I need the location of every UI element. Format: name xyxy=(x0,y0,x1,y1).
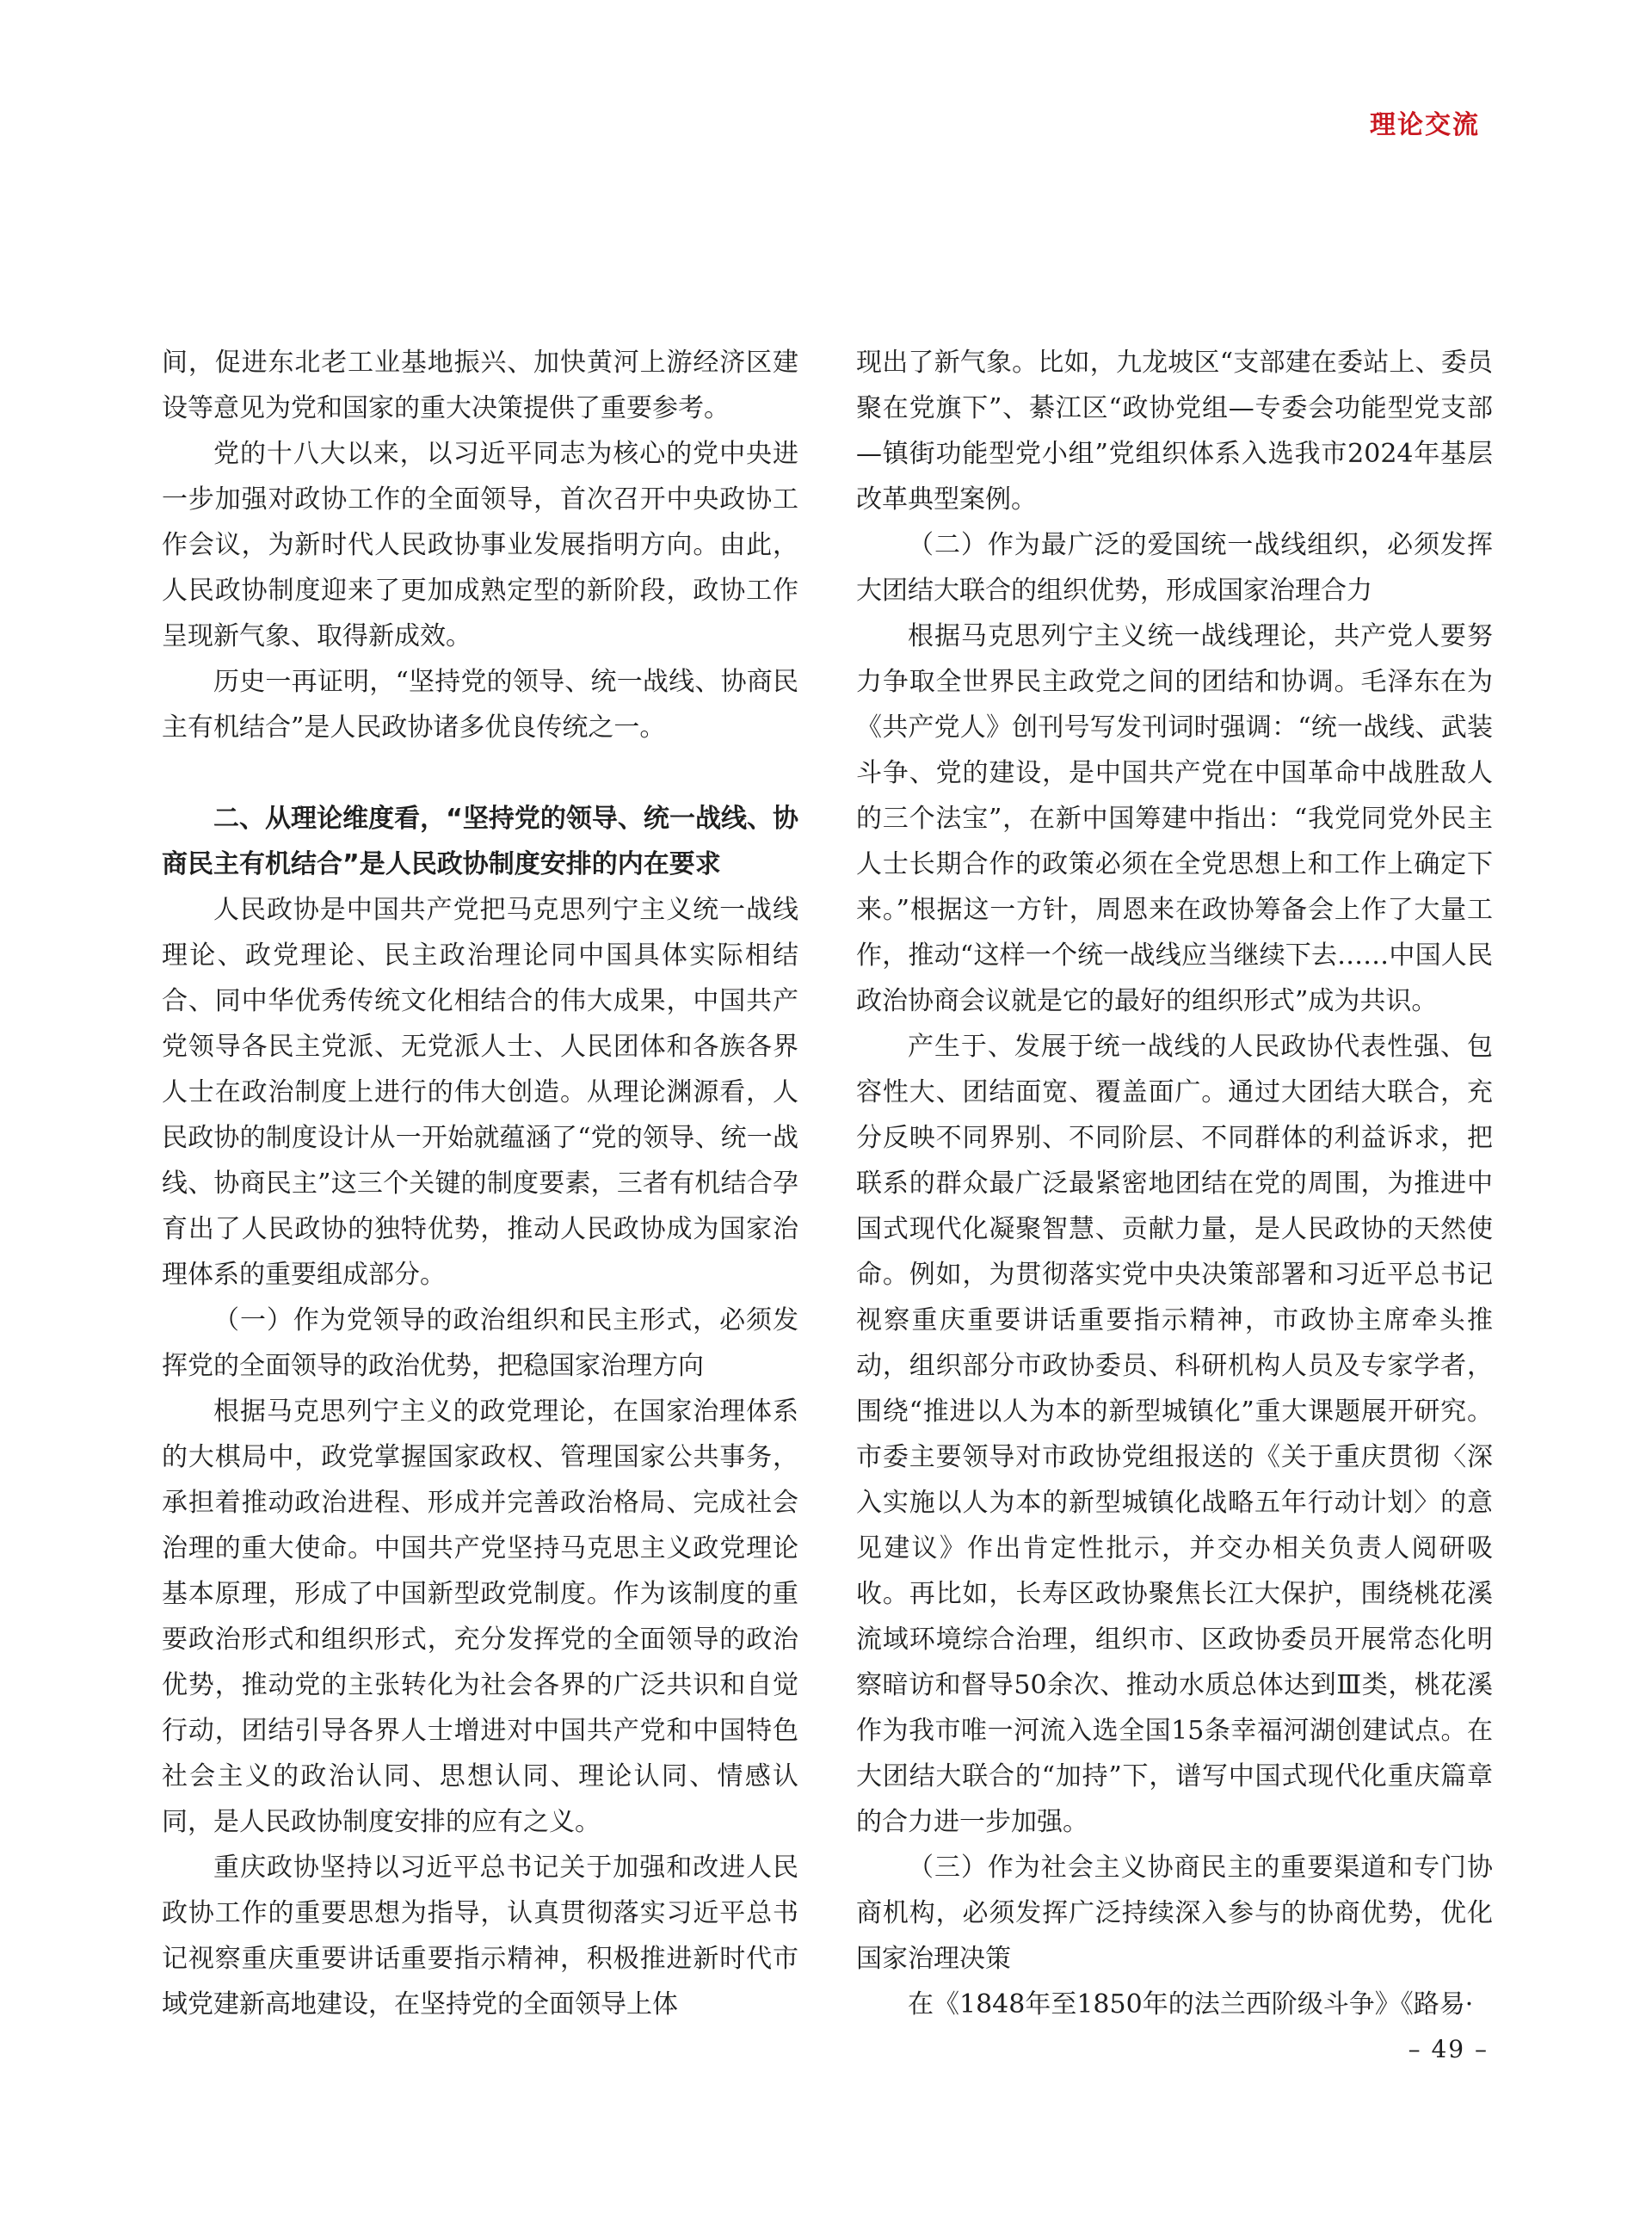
subheading: （二）作为最广泛的爱国统一战线组织，必须发挥大团结大联合的组织优势，形成国家治理合力 xyxy=(856,530,1493,606)
paragraph: 根据马克思列宁主义统一战线理论，共产党人要努力争取全世界民主政党之间的团结和协调。毛泽东在为《共产党人》创刊号写发刊词时强调：“统一战线、武装斗争、党的建设，是中国共产党在中国革命中战胜敌人的三个法宝”，在新中国筹建中指出：“我党同党外民主人士长期合作的政策必须在全党思想上和工作上确定下来。”根据这一方针，周恩来在政协筹备会上作了大量工作，推动“这样一个统一战线应当继续下去……中国人民政治协商会议就是它的最好的组织形式”成为共识。 xyxy=(856,621,1493,1016)
paragraph: 间，促进东北老工业基地振兴、加快黄河上游经济区建设等意见为党和国家的重大决策提供了重要参考。 xyxy=(162,348,798,423)
paragraph: 重庆政协坚持以习近平总书记关于加强和改进人民政协工作的重要思想为指导，认真贯彻落实习近平总书记视察重庆重要讲话重要指示精神，积极推进新时代市域党建新高地建设，在坚持党的全面领导上体 xyxy=(162,1853,798,2019)
paragraph: 党的十八大以来，以习近平同志为核心的党中央进一步加强对政协工作的全面领导，首次召开中央政协工作会议，为新时代人民政协事业发展指明方向。由此，人民政协制度迎来了更加成熟定型的新阶段，政协工作呈现新气象、取得新成效。 xyxy=(162,439,798,651)
subheading: （三）作为社会主义协商民主的重要渠道和专门协商机构，必须发挥广泛持续深入参与的协商优势，优化国家治理决策 xyxy=(856,1853,1493,1974)
right-column xyxy=(856,340,1493,2027)
subheading: （一）作为党领导的政治组织和民主形式，必须发挥党的全面领导的政治优势，把稳国家治理方向 xyxy=(162,1305,798,1381)
paragraph: 在《1848年至1850年的法兰西阶级斗争》《路易· xyxy=(908,1989,1474,2019)
paragraph: 产生于、发展于统一战线的人民政协代表性强、包容性大、团结面宽、覆盖面广。通过大团结大联合，充分反映不同界别、不同阶层、不同群体的利益诉求，把联系的群众最广泛最紧密地团结在党的周围，为推进中国式现代化凝聚智慧、贡献力量，是人民政协的天然使命。例如，为贯彻落实党中央决策部署和习近平总书记视察重庆重要讲话重要指示精神，市政协主席牵头推动，组织部分市政协委员、科研机构人员及专家学者，围绕“推进以人为本的新型城镇化”重大课题展开研究。市委主要领导对市政协党组报送的《关于重庆贯彻〈深入实施以人为本的新型城镇化战略五年行动计划〉的意见建议》作出肯定性批示，并交办相关负责人阅研吸收。再比如，长寿区政协聚焦长江大保护，围绕桃花溪流域环境综合治理，组织市、区政协委员开展常态化明察暗访和督导50余次、推动水质总体达到Ⅲ类，桃花溪作为我市唯一河流入选全国15条幸福河湖创建试点。在大团结大联合的“加持”下，谱写中国式现代化重庆篇章的合力进一步加强。 xyxy=(856,1032,1493,1837)
page-number: – 49 – xyxy=(1408,2035,1489,2063)
paragraph: 根据马克思列宁主义的政党理论，在国家治理体系的大棋局中，政党掌握国家政权、管理国家公共事务，承担着推动政治进程、形成并完善政治格局、完成社会治理的重大使命。中国共产党坚持马克思主义政党理论基本原理，形成了中国新型政党制度。作为该制度的重要政治形式和组织形式，充分发挥党的全面领导的政治优势，推动党的主张转化为社会各界的广泛共识和自觉行动，团结引导各界人士增进对中国共产党和中国特色社会主义的政治认同、思想认同、理论认同、情感认同，是人民政协制度安排的应有之义。 xyxy=(162,1397,798,1837)
paragraph: 历史一再证明，“坚持党的领导、统一战线、协商民主有机结合”是人民政协诸多优良传统之一。 xyxy=(162,667,798,743)
left-column xyxy=(162,340,798,2027)
section-label: 理论交流 xyxy=(1370,110,1480,140)
section-heading: 二、从理论维度看，“坚持党的领导、统一战线、协商民主有机结合”是人民政协制度安排的内在要求 xyxy=(162,804,798,879)
paragraph: 人民政协是中国共产党把马克思列宁主义统一战线理论、政党理论、民主政治理论同中国具体实际相结合、同中华优秀传统文化相结合的伟大成果，中国共产党领导各民主党派、无党派人士、人民团体和各族各界人士在政治制度上进行的伟大创造。从理论渊源看，人民政协的制度设计从一开始就蕴涵了“党的领导、统一战线、协商民主”这三个关键的制度要素，三者有机结合孕育出了人民政协的独特优势，推动人民政协成为国家治理体系的重要组成部分。 xyxy=(162,895,798,1290)
paragraph: 现出了新气象。比如，九龙坡区“支部建在委站上、委员聚在党旗下”、綦江区“政协党组—专委会功能型党支部—镇街功能型党小组”党组织体系入选我市2024年基层改革典型案例。 xyxy=(856,348,1493,515)
